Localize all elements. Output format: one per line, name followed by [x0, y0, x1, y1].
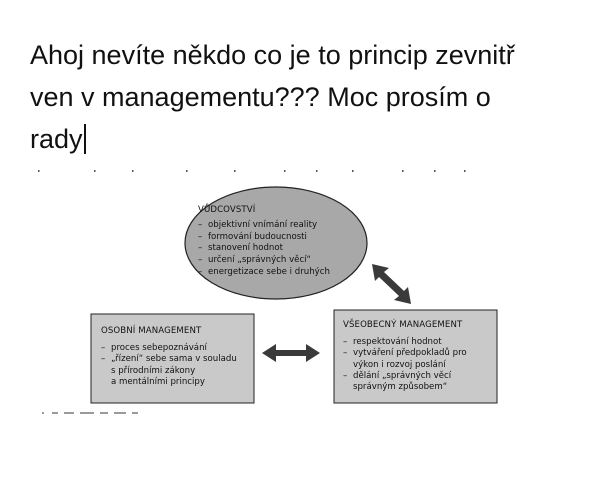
- question-line-1: Ahoj nevíte někdo co je to princip zevnitř: [30, 40, 515, 70]
- caption-artifact-specks: [40, 410, 180, 416]
- leadership-item: – objektivní vnímání reality: [198, 220, 368, 232]
- general-management-title: VŠEOBECNÝ MANAGEMENT: [343, 320, 463, 330]
- leadership-text: [198, 205, 368, 278]
- leadership-item: – formování budoucnosti: [198, 232, 368, 244]
- personal-management-item: – „řízení“ sebe sama v souladu: [101, 354, 261, 365]
- diagonal-double-arrow: [372, 264, 411, 304]
- personal-management-item: – proces sebepoznávání: [101, 343, 261, 354]
- leadership-item: – stanovení hodnot: [198, 243, 368, 255]
- personal-management-continuation: a mentálními principy: [111, 376, 205, 387]
- leadership-item: – určení „správných věcí“: [198, 255, 368, 267]
- question-line-2: ven v managementu??? Moc prosím o: [30, 82, 491, 112]
- personal-management-title: OSOBNÍ MANAGEMENT: [101, 326, 202, 336]
- personal-management-continuation: s přírodními zákony: [111, 365, 196, 376]
- general-management-item: – vytváření předpokladů pro: [343, 348, 493, 359]
- general-management-item: – respektování hodnot: [343, 337, 493, 348]
- general-management-text: [343, 320, 493, 393]
- general-management-continuation: výkon i rozvoj poslání: [353, 359, 446, 370]
- leadership-item: – energetizace sebe i druhých: [198, 267, 368, 279]
- general-management-continuation: správným způsobem“: [353, 382, 448, 393]
- horizontal-double-arrow: [262, 344, 320, 362]
- personal-management-text: [101, 326, 261, 388]
- question-line-3-text: rady: [30, 124, 83, 154]
- general-management-item: – dělání „správných věcí: [343, 371, 493, 382]
- leadership-title: VŮDCOVSTVÍ: [198, 205, 256, 215]
